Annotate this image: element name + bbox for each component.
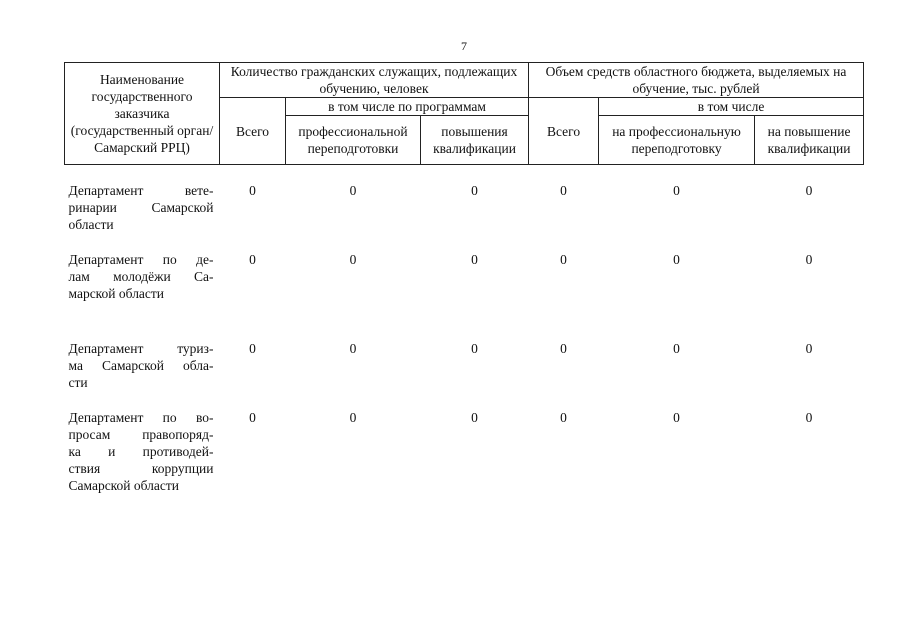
department-name-line: ствия коррупции <box>68 461 214 476</box>
value-budget-total: 0 <box>560 341 567 356</box>
table-row <box>65 248 864 337</box>
value-budget-qualification: 0 <box>805 252 813 267</box>
department-name-line: Департамент вете- <box>68 183 214 198</box>
table-row <box>65 337 864 406</box>
header-budget-total: Всего <box>529 98 599 165</box>
value-budget-qualification: 0 <box>805 410 813 425</box>
department-name <box>65 179 220 248</box>
department-name-line: области <box>68 217 114 232</box>
value-count-qualification: 0 <box>471 183 478 198</box>
department-name-line: ринарии Самарской <box>68 200 214 215</box>
department-name <box>65 406 220 495</box>
department-name-line: Департамент туриз- <box>68 341 214 356</box>
header-budget-retraining: на профессиональную переподготовку <box>599 116 755 165</box>
department-name-line: ма Самарской обла- <box>68 358 214 373</box>
value-budget-retraining: 0 <box>673 252 680 267</box>
table-row <box>65 406 864 495</box>
header-budget-qualification: на повышение квалификации <box>755 116 864 165</box>
value-count-retraining: 0 <box>349 252 357 267</box>
department-name-line: ка и противодей- <box>68 444 214 459</box>
value-budget-total: 0 <box>560 183 567 198</box>
value-count-total: 0 <box>249 252 256 267</box>
value-count-retraining: 0 <box>349 183 357 198</box>
header-count-retraining: профессиональной переподготовки <box>286 116 421 165</box>
value-budget-retraining: 0 <box>673 410 680 425</box>
value-count-qualification: 0 <box>471 410 478 425</box>
report-table <box>64 62 864 495</box>
department-name <box>65 337 220 406</box>
department-name <box>65 248 220 337</box>
header-count-total: Всего <box>220 98 286 165</box>
department-name-line: просам правопоряд- <box>68 427 214 442</box>
value-count-qualification: 0 <box>471 341 478 356</box>
department-name-line: Департамент по де- <box>68 252 214 267</box>
value-count-retraining: 0 <box>349 410 357 425</box>
page-number: 7 <box>461 39 467 53</box>
value-count-total: 0 <box>249 410 256 425</box>
header-name-column: Наименование государственного заказчика (государственный орган/Самарский РРЦ) <box>65 63 220 165</box>
department-name-line: Департамент по во- <box>68 410 214 425</box>
department-name-line: марской области <box>68 286 165 301</box>
value-count-total: 0 <box>249 183 256 198</box>
header-count-subgroup: в том числе по программам <box>286 98 529 116</box>
value-budget-retraining: 0 <box>673 341 680 356</box>
value-count-retraining: 0 <box>349 341 357 356</box>
header-budget-group: Объем средств областного бюджета, выделяемых на обучение, тыс. рублей <box>529 63 864 98</box>
header-budget-subgroup: в том числе <box>599 98 864 116</box>
value-budget-retraining: 0 <box>673 183 680 198</box>
value-count-total: 0 <box>249 341 256 356</box>
value-budget-total: 0 <box>560 252 567 267</box>
table-body <box>65 165 864 496</box>
department-name-line: сти <box>68 375 88 390</box>
department-name-line: лам молодёжи Са- <box>68 269 214 284</box>
value-budget-qualification: 0 <box>805 341 813 356</box>
value-count-qualification: 0 <box>471 252 478 267</box>
value-budget-qualification: 0 <box>805 183 813 198</box>
header-count-qualification: повышения квалификации <box>421 116 529 165</box>
value-budget-total: 0 <box>560 410 567 425</box>
department-name-line: Самарской области <box>68 478 180 493</box>
table-row <box>65 179 864 248</box>
header-count-group: Количество гражданских служащих, подлежащих обучению, человек <box>220 63 529 98</box>
